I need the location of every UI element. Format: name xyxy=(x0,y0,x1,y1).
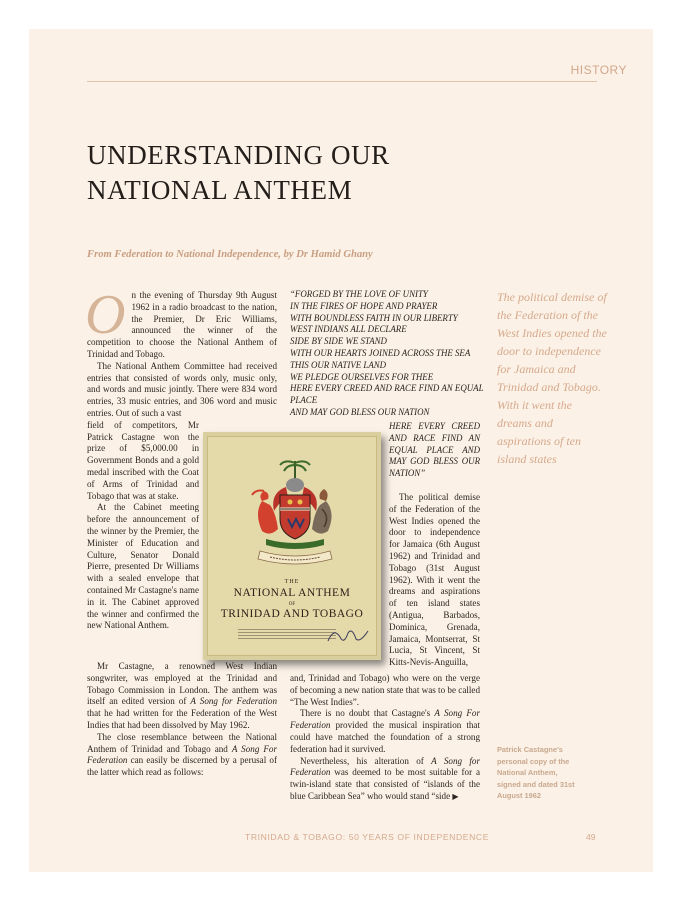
column-1-lower xyxy=(87,661,277,779)
anthem-document-image xyxy=(203,432,381,660)
paragraph-4: Mr Castagne, a renowned West Indian songwriter, was employed at the Trinidad and Tobago Commission in London. The anthem was itself an edited version of A Song for Federation that he had written for the Federation of the West Indies that had been dissolved by May 1962. xyxy=(87,661,277,730)
lyric-line: THIS OUR NATIVE LAND xyxy=(290,359,387,370)
drop-cap: O xyxy=(85,284,126,346)
paragraph-2-continued: field of competitors, Mr Patrick Castagne won the prize of $5,000.00 in Government Bonds and a gold medal inscribed with the Coat of Arms of Trinidad and Tobago that was at stake. xyxy=(87,419,199,501)
paragraph-2: The National Anthem Committee had received entries that consisted of words only, music only, and words and music jointly. There were 834 word entries, 33 music entries, and 306 word and music entries. Out of such a vast xyxy=(87,360,277,418)
paragraph-5: The close resemblance between the National Anthem of Trinidad and Tobago and A Song For Federation can easily be discerned by a perusal of the latter which read as follows: xyxy=(87,731,277,778)
column-2-narrow xyxy=(389,492,480,669)
lyric-line: “FORGED BY THE LOVE OF UNITY xyxy=(290,289,428,299)
image-caption: Patrick Castagne's personal copy of the National Anthem, signed and dated 31st August 1962 xyxy=(497,745,575,801)
paragraph-6: The political demise of the Federation of the West Indies opened the door to independence for Jamaica (6th August 1962) and Trinidad and Tobago (31st August 1962). With it went the dreams and aspirations of ten island states (Antigua, Barbados, Dominica, Grenada, Jamaica, Montserrat, St Lucia, St Vincent, St Kitts-Nevis-Anguilla, xyxy=(389,492,480,668)
column-2-lower xyxy=(290,673,480,803)
document-title-line-2: TRINIDAD AND TOBAGO xyxy=(220,608,364,620)
lyrics-block xyxy=(290,289,490,419)
document-title-line-1: NATIONAL ANTHEM xyxy=(233,587,351,599)
lyric-line: WE PLEDGE OURSELVES FOR THEE xyxy=(290,371,434,382)
document-paper xyxy=(207,436,377,656)
footer-publication: TRINIDAD & TOBAGO: 50 YEARS OF INDEPENDENCE xyxy=(245,832,490,842)
lyric-line: HERE EVERY CREED AND RACE FIND AN EQUAL PLACE xyxy=(290,383,484,406)
lyric-line: AND MAY GOD BLESS OUR NATION xyxy=(290,406,430,417)
paragraph-6-continued: and, Trinidad and Tobago) who were on the verge of becoming a new nation state that was to be called “The West Indies”. xyxy=(290,673,480,707)
lyric-line: WITH OUR HEARTS JOINED ACROSS THE SEA xyxy=(290,347,471,358)
document-fine-print xyxy=(238,627,336,645)
continue-arrow-icon: ▶ xyxy=(452,791,459,801)
article-title: UNDERSTANDING OUR NATIONAL ANTHEM xyxy=(87,140,390,205)
document-of: OF xyxy=(288,602,296,607)
signature-icon xyxy=(326,625,370,647)
lyrics-repeat: HERE EVERY CREED AND RACE FIND AN EQUAL PLACE AND MAY GOD BLESS OUR NATION” xyxy=(389,421,480,479)
header-rule xyxy=(87,81,597,82)
section-label: HISTORY xyxy=(570,63,627,77)
lyric-line: IN THE FIRES OF HOPE AND PRAYER xyxy=(290,300,438,311)
column-1-wrap xyxy=(87,420,199,632)
lyric-line: WEST INDIANS ALL DECLARE xyxy=(290,324,407,335)
lyric-line: SIDE BY SIDE WE STAND xyxy=(290,336,387,347)
coat-of-arms-icon xyxy=(240,457,350,575)
paragraph-8: Nevertheless, his alteration of A Song for Federation was deemed to be most suitable for a twin-island state that consisted of “islands of the blue Caribbean Sea” who would stand “side ▶ xyxy=(290,755,480,801)
paragraph-1: On the evening of Thursday 9th August 1962 in a radio broadcast to the nation, the Premier, Dr Eric Williams, announced the winner of the competition to choose the National Anthem of Trinidad and Tobago. xyxy=(85,284,277,359)
document-the: THE xyxy=(284,579,300,585)
paragraph-3: At the Cabinet meeting before the announcement of the winner by the Premier, the Minister of Education and Culture, Senator Donald Pierre, presented Dr Williams with a sealed envelope that contained Mr Castagne's name in it. The Cabinet approved the winner and confirmed the new National Anthem. xyxy=(87,502,199,631)
lyric-line: WITH BOUNDLESS FAITH IN OUR LIBERTY xyxy=(290,312,458,323)
pull-quote: The political demise of the Federation of the West Indies opened the door to independence for Jamaica and Trinidad and Tobago. With it went the dreams and aspirations of ten island states xyxy=(497,290,607,466)
paragraph-7: There is no doubt that Castagne's A Song For Federation provided the musical inspiration that could have matched the foundation of a strong federation had it survived. xyxy=(290,708,480,754)
article-subtitle: From Federation to National Independence, by Dr Hamid Ghany xyxy=(87,249,373,260)
page-number: 49 xyxy=(586,832,596,842)
